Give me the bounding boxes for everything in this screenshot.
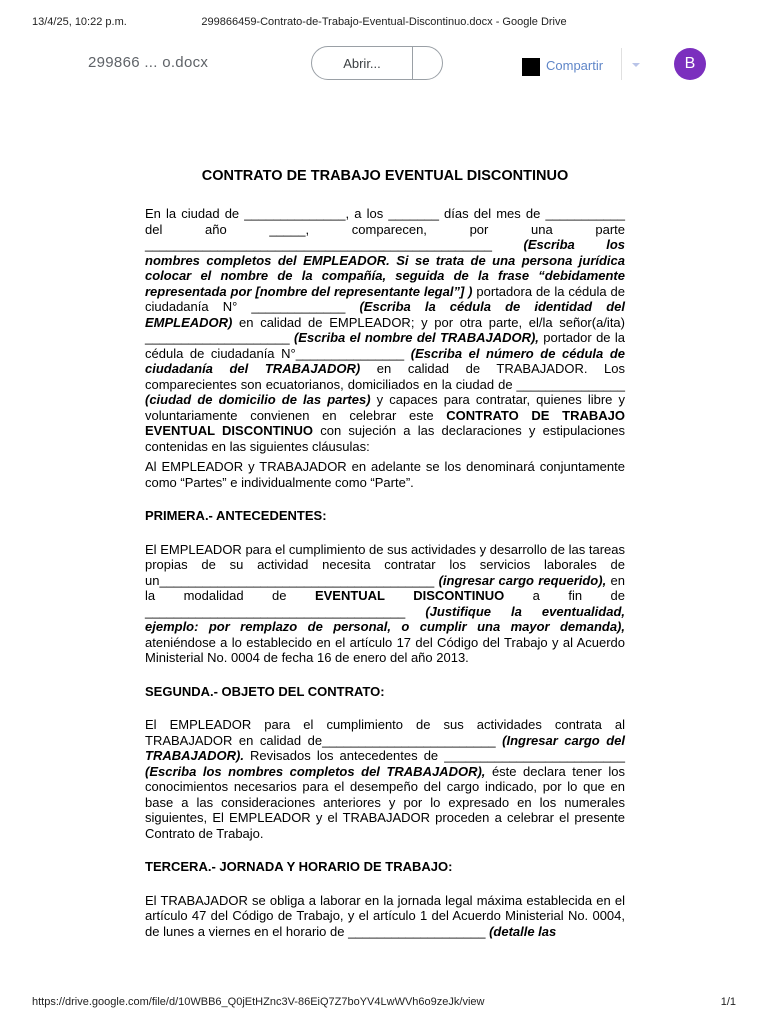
segunda-text-3: éste declara tener los conocimientos necesarios para el desempeño del cargo indicado, por lo que en base a las consideraciones anteriores y por lo expresado en los numerales siguientes, El EMPLEADOR y el TRABAJADOR proceden a celebrar el presente Contrato de Trabajo. [145, 763, 626, 841]
intro-text-5: en calidad de TRABAJADOR. Los comparecientes son ecuatorianos, domiciliados en la ciudad de _______________ [145, 361, 625, 392]
account-avatar[interactable]: B [674, 48, 706, 80]
segunda-text-1: El EMPLEADOR para el cumplimiento de sus actividades contrata al TRABAJADOR en calidad de________________________ [145, 717, 625, 748]
file-name[interactable]: 299866 ... o.docx [88, 54, 209, 71]
intro-text-4: portador de la cédula de ciudadanía N°_______________ [145, 330, 625, 361]
share-dropdown-icon[interactable] [632, 63, 640, 67]
intro-text-1: En la ciudad de ______________, a los _______ días del mes de ___________ del año _____, comparecen, por una parte ________________________________________________ [145, 206, 625, 252]
primera-hint-1: (ingresar cargo requerido), [438, 572, 607, 588]
print-datetime: 13/4/25, 10:22 p.m. [32, 16, 127, 28]
share-divider [621, 48, 622, 80]
print-page-number: 1/1 [720, 996, 736, 1008]
share-label: Compartir [546, 58, 604, 73]
document-body [145, 206, 625, 939]
clause-primera-heading: PRIMERA.- ANTECEDENTES: [145, 508, 327, 523]
intro-text-2: portadora de la cédula de ciudadanía N° _____________ [145, 283, 625, 314]
tercera-hint-1: (detalle las [489, 923, 557, 939]
clause-primera-text [145, 542, 625, 666]
clause-tercera-heading: TERCERA.- JORNADA Y HORARIO DE TRABAJO: [145, 859, 453, 874]
intro-text-7: con sujeción a las declaraciones y estipulaciones contenidas en las siguientes cláusulas: [145, 423, 626, 454]
print-header [0, 16, 768, 30]
clause-segunda-heading: SEGUNDA.- OBJETO DEL CONTRATO: [145, 683, 385, 699]
intro-hint-5: (ciudad de domicilio de las partes) [145, 392, 371, 407]
segunda-text-2: Revisados los antecedentes de _________________________ [243, 748, 625, 763]
share-icon [522, 58, 540, 76]
intro-paragraph-2: Al EMPLEADOR y TRABAJADOR en adelante se los denominará conjuntamente como “Partes” e individualmente como “Parte”. [145, 459, 625, 490]
print-footer [0, 996, 768, 1010]
document-title: CONTRATO DE TRABAJO EVENTUAL DISCONTINUO [201, 168, 569, 184]
tercera-text-1: El TRABAJADOR se obliga a laborar en la jornada legal máxima establecida en el artículo 47 del Código de Trabajo, y el artículo 1 del Acuerdo Ministerial No. 0004, de lunes a viernes en el horario de ___________________ [145, 892, 625, 939]
open-with-button[interactable] [311, 46, 443, 80]
primera-text-4: ateniéndose a lo establecido en el artículo 17 del Código del Trabajo y al Acuerdo Ministerial No. 0004 de fecha 16 de enero del año 2013. [145, 634, 625, 665]
open-with-label: Abrir... [343, 56, 381, 71]
intro-hint-3: (Escriba el nombre del TRABAJADOR), [293, 330, 539, 345]
intro-hint-2: (Escriba la cédula de identidad del EMPLEADOR) [145, 299, 625, 330]
primera-text-2: en la modalidad de [145, 572, 626, 603]
segunda-hint-2: (Escriba los nombres completos del TRABAJADOR), [145, 763, 486, 779]
intro-hint-1: (Escriba los nombres completos del EMPLEADOR. Si se trata de una persona jurídica colocar el nombre de la compañía, seguida de la frase “debidamente representada por [nombre del representante legal”] ) [145, 237, 626, 299]
primera-text-1: El EMPLEADOR para el cumplimiento de sus actividades y desarrollo de las tareas propias de su actividad necesita contratar los servicios laborales de un______________________________________ [145, 541, 625, 588]
intro-paragraph [145, 206, 625, 454]
primera-text-3: a fin de ____________________________________ [145, 588, 625, 619]
intro-contract-name: CONTRATO DE TRABAJO EVENTUAL DISCONTINUO [145, 407, 625, 438]
clause-tercera-text [145, 893, 625, 940]
clause-segunda-text [145, 717, 625, 841]
primera-modality: EVENTUAL DISCONTINUO [314, 588, 505, 603]
print-url: https://drive.google.com/file/d/10WBB6_Q0jEtHZnc3V-86EiQ7Z7boYV4LwWVh6o9zeJk/view [32, 996, 485, 1008]
open-with-divider [412, 47, 413, 79]
segunda-hint-1: (Ingresar cargo del TRABAJADOR). [145, 732, 626, 763]
intro-hint-4: (Escriba el número de cédula de ciudadanía del TRABAJADOR) [145, 345, 625, 376]
intro-text-6: y capaces para contratar, quienes libre y voluntariamente convienen en celebrar este [145, 392, 625, 423]
primera-hint-3: (Justifique la eventualidad, ejemplo: por remplazo de personal, o cumplir una mayor demanda), [145, 603, 625, 634]
drive-toolbar [0, 44, 768, 88]
print-page-title: 299866459-Contrato-de-Trabajo-Eventual-Discontinuo.docx - Google Drive [201, 16, 567, 28]
intro-text-3: en calidad de EMPLEADOR; y por otra parte, el/la señor(a/ita) ____________________ [145, 314, 625, 345]
